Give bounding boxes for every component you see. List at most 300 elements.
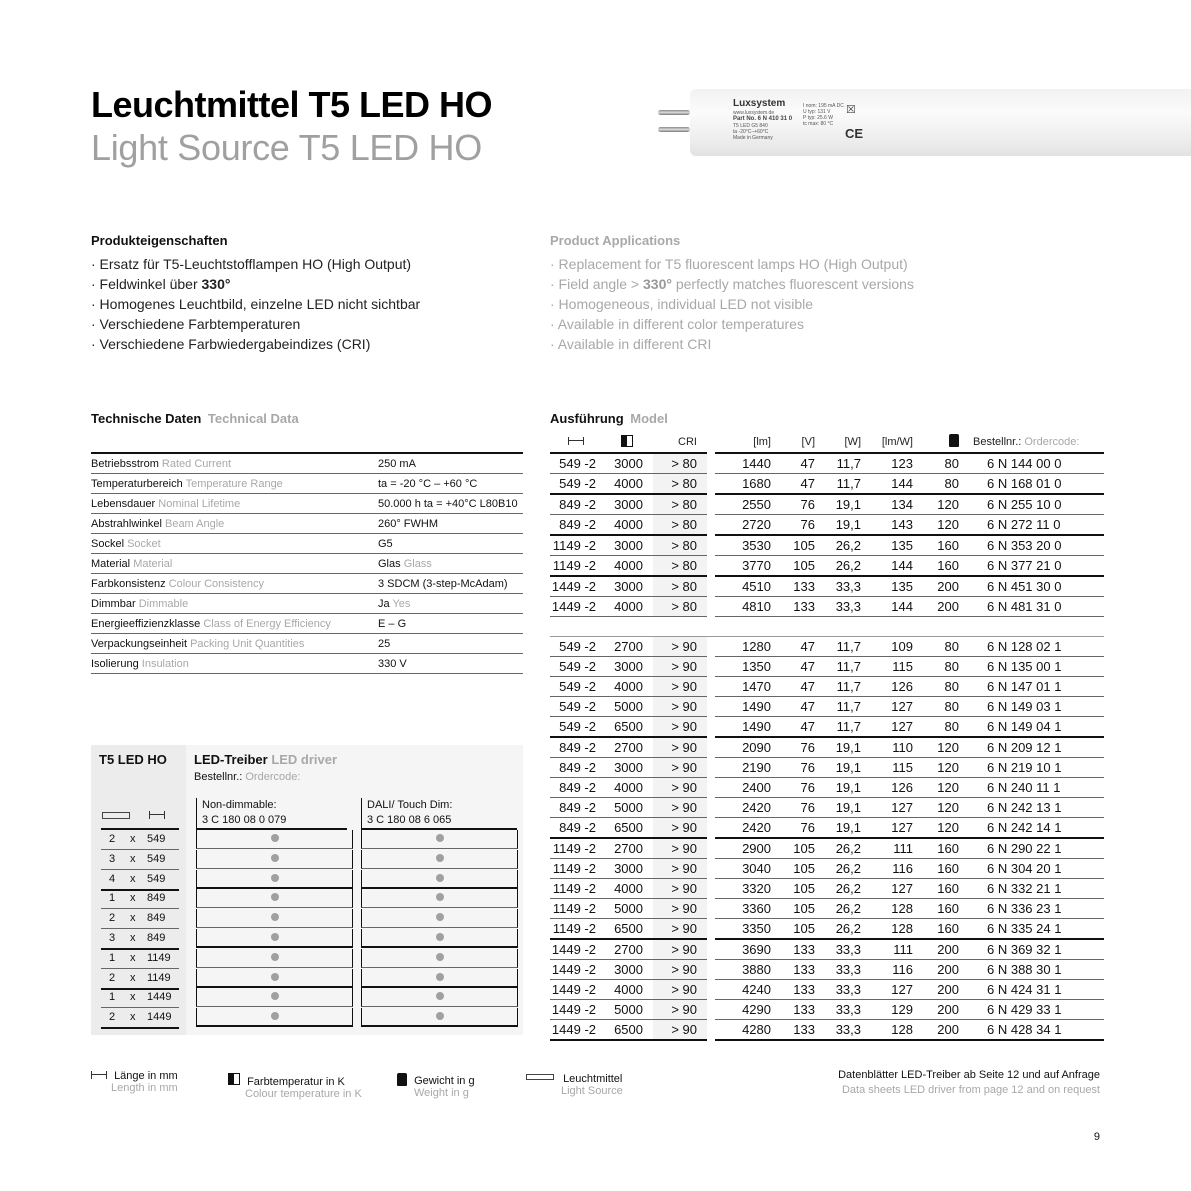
- driver-row-config: 2 x 1449: [101, 1008, 179, 1029]
- cell-ordercode: 6 N 144 00 0: [959, 453, 1104, 474]
- technical-value: G5: [378, 534, 523, 554]
- driver-compat-cell: [361, 830, 518, 849]
- driver-row-config: 2 x 1149: [101, 969, 179, 990]
- cell-length: 1449 -2: [550, 597, 601, 617]
- cell-voltage: 47: [771, 697, 815, 717]
- cell-weight: 200: [913, 980, 959, 1000]
- cell-watt: 11,7: [815, 657, 861, 677]
- cell-voltage: 76: [771, 778, 815, 798]
- table-row: [550, 474, 1104, 495]
- table-row: [550, 879, 1104, 899]
- cell-weight: 160: [913, 859, 959, 879]
- cell-efficacy: 144: [861, 556, 913, 577]
- cell-cri: > 80: [653, 535, 707, 556]
- weight-icon: [397, 1073, 407, 1086]
- cell-length: 1149 -2: [550, 919, 601, 940]
- cell-efficacy: 128: [861, 919, 913, 940]
- cell-weight: 120: [913, 798, 959, 818]
- cell-watt: 33,3: [815, 597, 861, 617]
- col-length: [550, 432, 601, 453]
- cell-lumen: 4810: [715, 597, 771, 617]
- table-row: [550, 1000, 1104, 1020]
- cell-watt: 26,2: [815, 879, 861, 899]
- cell-ordercode: 6 N 168 01 0: [959, 474, 1104, 495]
- cell-voltage: 47: [771, 474, 815, 495]
- cell-voltage: 76: [771, 737, 815, 758]
- cell-ordercode: 6 N 451 30 0: [959, 576, 1104, 597]
- driver-compat-cell: [196, 929, 353, 948]
- tube-spec: tc max: 80 °C: [803, 121, 834, 127]
- cell-cri: > 90: [653, 798, 707, 818]
- tube-spec: I nom: 195 mA DC: [803, 103, 844, 109]
- cell-color-temp: 3000: [601, 576, 653, 597]
- cell-efficacy: 127: [861, 818, 913, 839]
- cell-length: 549 -2: [550, 697, 601, 717]
- model-table: [550, 432, 1104, 1041]
- cell-lumen: 1280: [715, 637, 771, 657]
- cell-weight: 80: [913, 453, 959, 474]
- color-temperature-icon: [228, 1073, 240, 1085]
- driver-row-config: 1 x 849: [101, 889, 179, 909]
- cell-lumen: 3040: [715, 859, 771, 879]
- cell-weight: 160: [913, 919, 959, 940]
- cell-efficacy: 127: [861, 980, 913, 1000]
- cell-cri: > 80: [653, 474, 707, 495]
- cell-watt: 26,2: [815, 535, 861, 556]
- table-spacer: [550, 617, 1104, 637]
- cell-voltage: 105: [771, 859, 815, 879]
- cell-voltage: 76: [771, 798, 815, 818]
- tube-type: T5 LED G5 840: [733, 123, 768, 129]
- cell-color-temp: 4000: [601, 474, 653, 495]
- cell-watt: 19,1: [815, 758, 861, 778]
- compatible-dot-icon: [271, 834, 279, 842]
- technical-label: Material Material: [91, 554, 378, 574]
- tube-brand: Luxsystem: [733, 98, 786, 109]
- driver-product: T5 LED HO: [99, 752, 167, 767]
- tube-pin: [658, 127, 690, 132]
- cell-watt: 33,3: [815, 576, 861, 597]
- table-row: [550, 637, 1104, 657]
- cell-voltage: 105: [771, 899, 815, 919]
- compatible-dot-icon: [436, 1012, 444, 1020]
- properties-list-en: [550, 254, 914, 354]
- technical-value: 25: [378, 634, 523, 654]
- col-lm: [lm]: [715, 432, 771, 453]
- cell-color-temp: 3000: [601, 535, 653, 556]
- cell-cri: > 90: [653, 637, 707, 657]
- technical-row: [91, 594, 523, 614]
- cell-length: 549 -2: [550, 657, 601, 677]
- cell-cri: > 90: [653, 838, 707, 859]
- compatible-dot-icon: [271, 933, 279, 941]
- cell-length: 1449 -2: [550, 576, 601, 597]
- cell-weight: 160: [913, 899, 959, 919]
- table-row: [550, 919, 1104, 940]
- technical-row: [91, 474, 523, 494]
- table-row: [550, 960, 1104, 980]
- cell-watt: 11,7: [815, 717, 861, 738]
- cell-voltage: 133: [771, 1020, 815, 1041]
- cell-ordercode: 6 N 272 11 0: [959, 515, 1104, 536]
- length-icon: [568, 437, 584, 445]
- cell-length: 1149 -2: [550, 535, 601, 556]
- cell-length: 849 -2: [550, 798, 601, 818]
- cell-ordercode: 6 N 242 13 1: [959, 798, 1104, 818]
- cell-watt: 33,3: [815, 939, 861, 960]
- technical-row: [91, 574, 523, 594]
- cell-weight: 80: [913, 677, 959, 697]
- cell-ordercode: 6 N 149 03 1: [959, 697, 1104, 717]
- compatible-dot-icon: [271, 893, 279, 901]
- cell-ordercode: 6 N 336 23 1: [959, 899, 1104, 919]
- cell-color-temp: 6500: [601, 818, 653, 839]
- cell-efficacy: 127: [861, 697, 913, 717]
- compatible-dot-icon: [436, 973, 444, 981]
- driver-compat-cell: [196, 969, 353, 988]
- compatible-dot-icon: [436, 992, 444, 1000]
- cell-color-temp: 3000: [601, 960, 653, 980]
- cell-color-temp: 5000: [601, 798, 653, 818]
- cell-length: 849 -2: [550, 758, 601, 778]
- table-row: [550, 576, 1104, 597]
- cell-ordercode: 6 N 149 04 1: [959, 717, 1104, 738]
- cell-ordercode: 6 N 240 11 1: [959, 778, 1104, 798]
- cell-watt: 26,2: [815, 859, 861, 879]
- cell-voltage: 76: [771, 515, 815, 536]
- table-row: [550, 838, 1104, 859]
- cell-length: 549 -2: [550, 637, 601, 657]
- cell-voltage: 133: [771, 960, 815, 980]
- cell-lumen: 4290: [715, 1000, 771, 1020]
- cell-cri: > 90: [653, 758, 707, 778]
- cell-ordercode: 6 N 242 14 1: [959, 818, 1104, 839]
- table-row: [550, 697, 1104, 717]
- table-row: [550, 798, 1104, 818]
- property-item: · Homogenes Leuchtbild, einzelne LED nicht sichtbar: [91, 296, 421, 312]
- cell-watt: 19,1: [815, 778, 861, 798]
- model-heading-de: Ausführung: [550, 411, 624, 426]
- cell-voltage: 133: [771, 980, 815, 1000]
- light-source-icon: [102, 812, 130, 819]
- driver-compat-cell: [361, 988, 518, 1007]
- cell-efficacy: 127: [861, 798, 913, 818]
- cell-efficacy: 128: [861, 899, 913, 919]
- cell-efficacy: 109: [861, 637, 913, 657]
- cell-lumen: 3770: [715, 556, 771, 577]
- driver-ordercode-label: Bestellnr.: Ordercode:: [194, 771, 301, 783]
- cell-ordercode: 6 N 209 12 1: [959, 737, 1104, 758]
- technical-row: [91, 494, 523, 514]
- cell-ordercode: 6 N 353 20 0: [959, 535, 1104, 556]
- cell-efficacy: 135: [861, 535, 913, 556]
- cell-efficacy: 123: [861, 453, 913, 474]
- cell-ordercode: 6 N 219 10 1: [959, 758, 1104, 778]
- driver-compat-cell: [361, 909, 518, 928]
- technical-value: 250 mA: [378, 453, 523, 474]
- cell-cri: > 90: [653, 980, 707, 1000]
- compatible-dot-icon: [271, 854, 279, 862]
- cell-ordercode: 6 N 377 21 0: [959, 556, 1104, 577]
- technical-row: [91, 634, 523, 654]
- length-icon: [149, 811, 165, 819]
- page-number: 9: [1093, 1131, 1100, 1143]
- technical-row: [91, 453, 523, 474]
- technical-heading-de: Technische Daten: [91, 411, 202, 426]
- cell-watt: 11,7: [815, 453, 861, 474]
- cell-length: 849 -2: [550, 778, 601, 798]
- cell-weight: 120: [913, 737, 959, 758]
- properties-heading-de: Produkteigenschaften: [91, 233, 228, 248]
- property-item: · Field angle > 330° perfectly matches fluorescent versions: [550, 276, 914, 292]
- cell-lumen: 2420: [715, 818, 771, 839]
- cell-efficacy: 111: [861, 838, 913, 859]
- legend-item-length: Länge in mm Length in mm: [91, 1070, 178, 1094]
- technical-row: [91, 654, 523, 674]
- cell-lumen: 2420: [715, 798, 771, 818]
- cell-cri: > 80: [653, 515, 707, 536]
- col-lmw: [lm/W]: [861, 432, 913, 453]
- cell-voltage: 133: [771, 939, 815, 960]
- driver-row-config: 4 x 549: [101, 870, 179, 891]
- cell-lumen: 2090: [715, 737, 771, 758]
- length-icon: [91, 1071, 107, 1079]
- cell-color-temp: 6500: [601, 919, 653, 940]
- technical-value: 50.000 h ta = +40°C L80B10: [378, 494, 523, 514]
- cell-ordercode: 6 N 135 00 1: [959, 657, 1104, 677]
- driver-row-config: 3 x 549: [101, 850, 179, 870]
- compatible-dot-icon: [436, 953, 444, 961]
- cell-efficacy: 110: [861, 737, 913, 758]
- table-row: [550, 859, 1104, 879]
- cell-lumen: 3530: [715, 535, 771, 556]
- cell-cri: > 90: [653, 1000, 707, 1020]
- cell-voltage: 47: [771, 677, 815, 697]
- cell-watt: 11,7: [815, 637, 861, 657]
- cell-weight: 200: [913, 960, 959, 980]
- driver-left-header: [101, 806, 179, 830]
- model-heading-en: Model: [630, 411, 668, 426]
- cell-cri: > 90: [653, 939, 707, 960]
- table-row: [550, 657, 1104, 677]
- cell-voltage: 105: [771, 919, 815, 940]
- cell-voltage: 47: [771, 637, 815, 657]
- cell-length: 849 -2: [550, 737, 601, 758]
- technical-label: Verpackungseinheit Packing Unit Quantities: [91, 634, 378, 654]
- driver-row-config: 2 x 849: [101, 909, 179, 929]
- cell-length: 549 -2: [550, 453, 601, 474]
- cell-lumen: 2190: [715, 758, 771, 778]
- cell-color-temp: 2700: [601, 737, 653, 758]
- cell-voltage: 47: [771, 657, 815, 677]
- col-weight: [913, 432, 959, 453]
- cell-voltage: 133: [771, 576, 815, 597]
- cell-voltage: 76: [771, 494, 815, 515]
- driver-row-config: 2 x 549: [101, 830, 179, 850]
- driver-row-config: 1 x 1149: [101, 949, 179, 969]
- cell-color-temp: 3000: [601, 758, 653, 778]
- cell-weight: 80: [913, 657, 959, 677]
- technical-label: Abstrahlwinkel Beam Angle: [91, 514, 378, 534]
- weight-icon: [949, 434, 959, 447]
- compatible-dot-icon: [436, 913, 444, 921]
- tube-part-no: Part No. 6 N 410 31 0: [733, 116, 793, 122]
- cell-watt: 11,7: [815, 677, 861, 697]
- col-ordercode: Bestellnr.: Ordercode:: [959, 432, 1104, 453]
- cell-length: 1449 -2: [550, 1020, 601, 1041]
- cell-length: 1449 -2: [550, 960, 601, 980]
- cell-efficacy: 115: [861, 657, 913, 677]
- cell-watt: 19,1: [815, 494, 861, 515]
- cell-efficacy: 111: [861, 939, 913, 960]
- cell-ordercode: 6 N 428 34 1: [959, 1020, 1104, 1041]
- cell-weight: 200: [913, 576, 959, 597]
- cell-color-temp: 3000: [601, 657, 653, 677]
- cell-cri: > 80: [653, 556, 707, 577]
- cell-cri: > 80: [653, 494, 707, 515]
- cell-weight: 200: [913, 1000, 959, 1020]
- cell-ordercode: 6 N 332 21 1: [959, 879, 1104, 899]
- cell-length: 549 -2: [550, 717, 601, 738]
- cell-watt: 26,2: [815, 919, 861, 940]
- cell-color-temp: 3000: [601, 453, 653, 474]
- cell-cri: > 80: [653, 453, 707, 474]
- table-row: [550, 597, 1104, 617]
- color-temperature-icon: [621, 435, 633, 447]
- cell-length: 1149 -2: [550, 899, 601, 919]
- cell-voltage: 105: [771, 879, 815, 899]
- cell-watt: 11,7: [815, 697, 861, 717]
- cell-cri: > 90: [653, 657, 707, 677]
- cell-lumen: 3360: [715, 899, 771, 919]
- col-v: [V]: [771, 432, 815, 453]
- cell-weight: 200: [913, 1020, 959, 1041]
- properties-heading-en: Product Applications: [550, 233, 681, 248]
- driver-compat-cell: [196, 870, 353, 889]
- cell-color-temp: 2700: [601, 637, 653, 657]
- cell-weight: 200: [913, 597, 959, 617]
- tube-made-in: Made in Germany: [733, 135, 773, 141]
- cell-lumen: 2900: [715, 838, 771, 859]
- cell-watt: 19,1: [815, 737, 861, 758]
- cell-lumen: 3690: [715, 939, 771, 960]
- cell-efficacy: 135: [861, 576, 913, 597]
- property-item: · Verschiedene Farbtemperaturen: [91, 316, 301, 332]
- driver-compat-cell: [196, 850, 353, 869]
- cell-watt: 26,2: [815, 556, 861, 577]
- table-row: [550, 980, 1104, 1000]
- cell-voltage: 105: [771, 838, 815, 859]
- cell-cri: > 90: [653, 859, 707, 879]
- property-item: · Replacement for T5 fluorescent lamps HO (High Output): [550, 256, 908, 272]
- table-row: [550, 778, 1104, 798]
- cell-weight: 120: [913, 494, 959, 515]
- table-row: [550, 677, 1104, 697]
- table-row: [550, 818, 1104, 839]
- cell-weight: 160: [913, 838, 959, 859]
- technical-label: Farbkonsistenz Colour Consistency: [91, 574, 378, 594]
- cell-lumen: 1440: [715, 453, 771, 474]
- cell-lumen: 4240: [715, 980, 771, 1000]
- cell-length: 1149 -2: [550, 879, 601, 899]
- technical-value: Ja Yes: [378, 594, 523, 614]
- driver-heading: LED-Treiber LED driver: [194, 752, 338, 767]
- technical-value: 330 V: [378, 654, 523, 674]
- technical-label: Sockel Socket: [91, 534, 378, 554]
- footer-note: Datenblätter LED-Treiber ab Seite 12 und auf Anfrage Data sheets LED driver from page 12 and on request: [838, 1069, 1100, 1096]
- cell-color-temp: 2700: [601, 838, 653, 859]
- model-heading: [550, 411, 668, 426]
- cell-length: 1149 -2: [550, 859, 601, 879]
- cell-ordercode: 6 N 304 20 1: [959, 859, 1104, 879]
- cell-cri: > 90: [653, 818, 707, 839]
- cell-color-temp: 3000: [601, 859, 653, 879]
- cell-weight: 200: [913, 939, 959, 960]
- compatible-dot-icon: [436, 874, 444, 882]
- cell-color-temp: 4000: [601, 778, 653, 798]
- technical-heading: [91, 411, 299, 426]
- cell-lumen: 1350: [715, 657, 771, 677]
- cell-length: 549 -2: [550, 677, 601, 697]
- cell-voltage: 133: [771, 597, 815, 617]
- technical-value: ta = -20 °C – +60 °C: [378, 474, 523, 494]
- table-row: [550, 515, 1104, 536]
- driver-compat-cell: [361, 889, 518, 908]
- cell-weight: 120: [913, 818, 959, 839]
- cell-color-temp: 2700: [601, 939, 653, 960]
- cell-watt: 19,1: [815, 515, 861, 536]
- cell-efficacy: 134: [861, 494, 913, 515]
- cell-color-temp: 4000: [601, 556, 653, 577]
- cell-watt: 26,2: [815, 838, 861, 859]
- col-cri: CRI: [653, 432, 707, 453]
- technical-label: Dimmbar Dimmable: [91, 594, 378, 614]
- cell-color-temp: 6500: [601, 717, 653, 738]
- tube-website: www.luxsystem.de: [733, 110, 775, 116]
- cell-voltage: 76: [771, 758, 815, 778]
- cell-color-temp: 5000: [601, 899, 653, 919]
- cell-lumen: 3350: [715, 919, 771, 940]
- compatible-dot-icon: [271, 953, 279, 961]
- compatible-dot-icon: [436, 834, 444, 842]
- driver-compat-cell: [196, 830, 353, 849]
- legend-item-colortemp: Farbtemperatur in K Colour temperature in K: [228, 1073, 362, 1100]
- technical-label: Temperaturbereich Temperature Range: [91, 474, 378, 494]
- cell-efficacy: 116: [861, 859, 913, 879]
- cell-cri: > 90: [653, 778, 707, 798]
- tube-pin: [658, 110, 690, 115]
- driver-compat-cell: [361, 1008, 518, 1027]
- driver-compat-cell: [361, 969, 518, 988]
- cell-lumen: 2550: [715, 494, 771, 515]
- cell-efficacy: 143: [861, 515, 913, 536]
- technical-row: [91, 534, 523, 554]
- cell-color-temp: 4000: [601, 515, 653, 536]
- technical-value: 260° FWHM: [378, 514, 523, 534]
- tube-temp: ta -20°C–+60°C: [733, 129, 769, 135]
- driver-row-config: 3 x 849: [101, 929, 179, 950]
- cell-watt: 19,1: [815, 798, 861, 818]
- cell-voltage: 133: [771, 1000, 815, 1020]
- cell-length: 1149 -2: [550, 838, 601, 859]
- cell-efficacy: 144: [861, 597, 913, 617]
- technical-row: [91, 554, 523, 574]
- technical-value: Glas Glass: [378, 554, 523, 574]
- driver-compat-cell: [196, 1008, 353, 1027]
- table-row: [550, 453, 1104, 474]
- cell-cri: > 90: [653, 677, 707, 697]
- cell-watt: 11,7: [815, 474, 861, 495]
